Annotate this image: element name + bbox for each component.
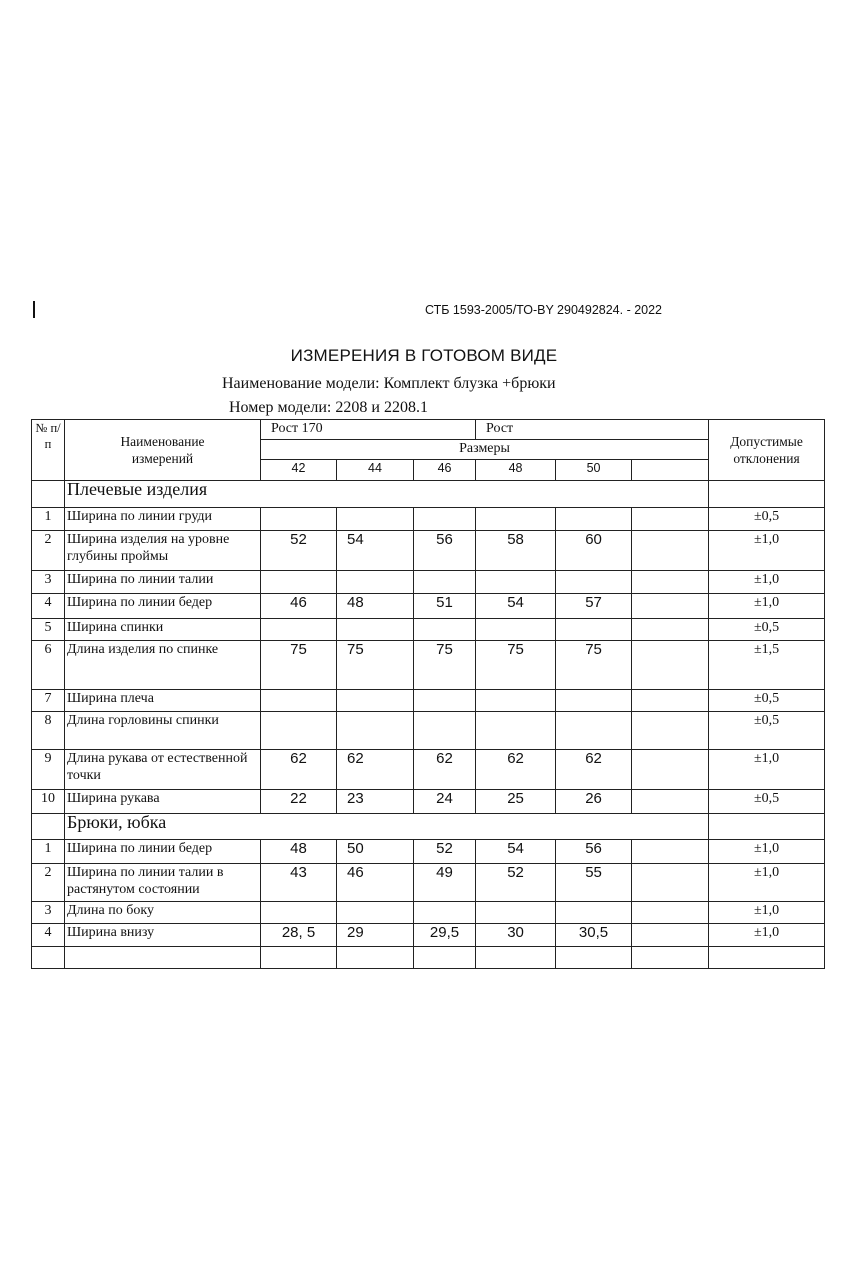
size-value <box>414 619 476 641</box>
size-value-empty <box>632 924 709 947</box>
size-value: 48 <box>337 594 414 619</box>
measurement-name: Ширина рукава <box>65 790 261 814</box>
table-row <box>32 902 825 924</box>
standard-reference: СТБ 1593-2005/ТО-BY 290492824. - 2022 <box>425 303 663 317</box>
section-row <box>32 814 825 840</box>
size-value <box>476 902 556 924</box>
measurement-name: Ширина изделия на уровне глубины проймы <box>65 531 261 571</box>
tolerance-value: ±1,0 <box>709 750 825 790</box>
lower-garments-rows <box>32 840 825 947</box>
size-value: 51 <box>414 594 476 619</box>
measurement-name: Ширина по линии бедер <box>65 840 261 864</box>
size-value <box>556 690 632 712</box>
tolerance-value: ±0,5 <box>709 790 825 814</box>
size-value: 52 <box>261 531 337 571</box>
size-value: 43 <box>261 864 337 902</box>
size-value <box>476 571 556 594</box>
size-value-empty <box>632 790 709 814</box>
size-value: 52 <box>476 864 556 902</box>
tolerance-value: ±1,0 <box>709 571 825 594</box>
table-row <box>32 690 825 712</box>
size-value <box>414 690 476 712</box>
upper-garments-rows <box>32 508 825 814</box>
header-row-1 <box>32 420 825 440</box>
empty-row <box>32 947 825 969</box>
tolerance-value: ±1,0 <box>709 902 825 924</box>
col-number-header: № п/ п <box>32 420 65 481</box>
size-header: 44 <box>337 460 414 481</box>
size-value <box>261 902 337 924</box>
row-number: 2 <box>32 864 65 902</box>
section-title-lower: Брюки, юбка <box>65 814 709 840</box>
measurement-name: Длина изделия по спинке <box>65 641 261 690</box>
size-value <box>476 712 556 750</box>
size-value: 30,5 <box>556 924 632 947</box>
size-value: 75 <box>476 641 556 690</box>
table-row <box>32 641 825 690</box>
table-row <box>32 594 825 619</box>
row-number: 6 <box>32 641 65 690</box>
tolerance-value: ±0,5 <box>709 690 825 712</box>
size-value <box>337 619 414 641</box>
size-value <box>556 619 632 641</box>
section-title-upper: Плечевые изделия <box>65 481 709 508</box>
size-value: 62 <box>337 750 414 790</box>
size-value: 75 <box>414 641 476 690</box>
table-row <box>32 790 825 814</box>
size-value-empty <box>632 840 709 864</box>
size-value: 56 <box>414 531 476 571</box>
size-value: 62 <box>556 750 632 790</box>
size-value-empty <box>632 619 709 641</box>
size-value <box>414 571 476 594</box>
row-number: 1 <box>32 840 65 864</box>
size-value <box>337 902 414 924</box>
size-value: 50 <box>337 840 414 864</box>
size-value <box>414 712 476 750</box>
size-value <box>414 508 476 531</box>
table-row <box>32 712 825 750</box>
measurement-name: Ширина по линии талии в растянутом состоянии <box>65 864 261 902</box>
size-value <box>261 508 337 531</box>
tolerance-value: ±1,0 <box>709 594 825 619</box>
size-value: 28, 5 <box>261 924 337 947</box>
tolerance-value: ±0,5 <box>709 619 825 641</box>
size-value-empty <box>632 531 709 571</box>
size-value: 30 <box>476 924 556 947</box>
measurement-name: Ширина плеча <box>65 690 261 712</box>
size-value <box>261 690 337 712</box>
tolerance-value: ±1,0 <box>709 864 825 902</box>
size-value: 75 <box>556 641 632 690</box>
row-number: 9 <box>32 750 65 790</box>
measurements-table <box>31 419 825 969</box>
size-header-empty <box>632 460 709 481</box>
size-value-empty <box>632 712 709 750</box>
size-value: 60 <box>556 531 632 571</box>
size-value <box>337 690 414 712</box>
size-value <box>337 508 414 531</box>
tolerance-header: Допустимые отклонения <box>709 420 825 481</box>
size-value <box>261 619 337 641</box>
row-number: 7 <box>32 690 65 712</box>
table-row <box>32 924 825 947</box>
size-value: 62 <box>476 750 556 790</box>
section-number-cell <box>32 814 65 840</box>
size-value <box>556 571 632 594</box>
table-row <box>32 508 825 531</box>
size-value: 52 <box>414 840 476 864</box>
row-number: 8 <box>32 712 65 750</box>
size-value <box>261 571 337 594</box>
table-row <box>32 864 825 902</box>
size-value-empty <box>632 641 709 690</box>
size-value: 62 <box>261 750 337 790</box>
size-value <box>337 712 414 750</box>
tolerance-value: ±0,5 <box>709 712 825 750</box>
section-tolerance-cell <box>709 481 825 508</box>
size-header: 42 <box>261 460 337 481</box>
size-value <box>556 508 632 531</box>
col-name-header: Наименование измерений <box>65 420 261 481</box>
size-value-empty <box>632 864 709 902</box>
tolerance-value: ±0,5 <box>709 508 825 531</box>
row-number: 4 <box>32 924 65 947</box>
table-row <box>32 840 825 864</box>
height-group-2: Рост <box>476 420 709 440</box>
tolerance-value: ±1,0 <box>709 924 825 947</box>
size-value <box>337 571 414 594</box>
size-value <box>476 690 556 712</box>
size-value-empty <box>632 690 709 712</box>
table-row <box>32 619 825 641</box>
size-value-empty <box>632 902 709 924</box>
measurement-name: Ширина спинки <box>65 619 261 641</box>
model-name: Наименование модели: Комплект блузка +брюки <box>222 375 556 392</box>
size-value <box>476 508 556 531</box>
size-value <box>414 902 476 924</box>
size-value-empty <box>632 594 709 619</box>
size-value: 57 <box>556 594 632 619</box>
size-value: 46 <box>337 864 414 902</box>
size-value: 54 <box>337 531 414 571</box>
measurement-name: Длина по боку <box>65 902 261 924</box>
size-header: 50 <box>556 460 632 481</box>
row-number: 5 <box>32 619 65 641</box>
section-tolerance-cell <box>709 814 825 840</box>
size-value: 24 <box>414 790 476 814</box>
size-value <box>261 712 337 750</box>
measurement-name: Длина горловины спинки <box>65 712 261 750</box>
size-value: 29 <box>337 924 414 947</box>
size-value: 54 <box>476 840 556 864</box>
row-number: 3 <box>32 571 65 594</box>
size-value <box>476 619 556 641</box>
size-value: 49 <box>414 864 476 902</box>
size-value: 25 <box>476 790 556 814</box>
size-value: 46 <box>261 594 337 619</box>
size-value: 23 <box>337 790 414 814</box>
measurement-name: Ширина по линии талии <box>65 571 261 594</box>
size-value: 58 <box>476 531 556 571</box>
sizes-label: Размеры <box>261 440 709 460</box>
size-value-empty <box>632 750 709 790</box>
measurement-name: Ширина по линии бедер <box>65 594 261 619</box>
measurement-name: Длина рукава от естественной точки <box>65 750 261 790</box>
size-value: 75 <box>261 641 337 690</box>
size-value: 48 <box>261 840 337 864</box>
size-value: 54 <box>476 594 556 619</box>
text-cursor <box>33 301 35 318</box>
size-value: 22 <box>261 790 337 814</box>
document-title: ИЗМЕРЕНИЯ В ГОТОВОМ ВИДЕ <box>290 346 558 365</box>
size-value: 29,5 <box>414 924 476 947</box>
size-value-empty <box>632 508 709 531</box>
tolerance-value: ±1,5 <box>709 641 825 690</box>
size-value: 75 <box>337 641 414 690</box>
size-value <box>556 712 632 750</box>
section-number-cell <box>32 481 65 508</box>
size-header: 46 <box>414 460 476 481</box>
section-row <box>32 481 825 508</box>
size-header: 48 <box>476 460 556 481</box>
row-number: 1 <box>32 508 65 531</box>
table-row <box>32 531 825 571</box>
tolerance-value: ±1,0 <box>709 840 825 864</box>
row-number: 2 <box>32 531 65 571</box>
measurement-name: Ширина по линии груди <box>65 508 261 531</box>
table-row <box>32 750 825 790</box>
size-value-empty <box>632 571 709 594</box>
size-value: 26 <box>556 790 632 814</box>
table-row <box>32 571 825 594</box>
model-number: Номер модели: 2208 и 2208.1 <box>229 399 428 416</box>
size-value: 55 <box>556 864 632 902</box>
row-number: 10 <box>32 790 65 814</box>
size-value: 62 <box>414 750 476 790</box>
row-number: 3 <box>32 902 65 924</box>
size-value <box>556 902 632 924</box>
tolerance-value: ±1,0 <box>709 531 825 571</box>
height-group-1: Рост 170 <box>261 420 476 440</box>
row-number: 4 <box>32 594 65 619</box>
measurement-name: Ширина внизу <box>65 924 261 947</box>
size-value: 56 <box>556 840 632 864</box>
